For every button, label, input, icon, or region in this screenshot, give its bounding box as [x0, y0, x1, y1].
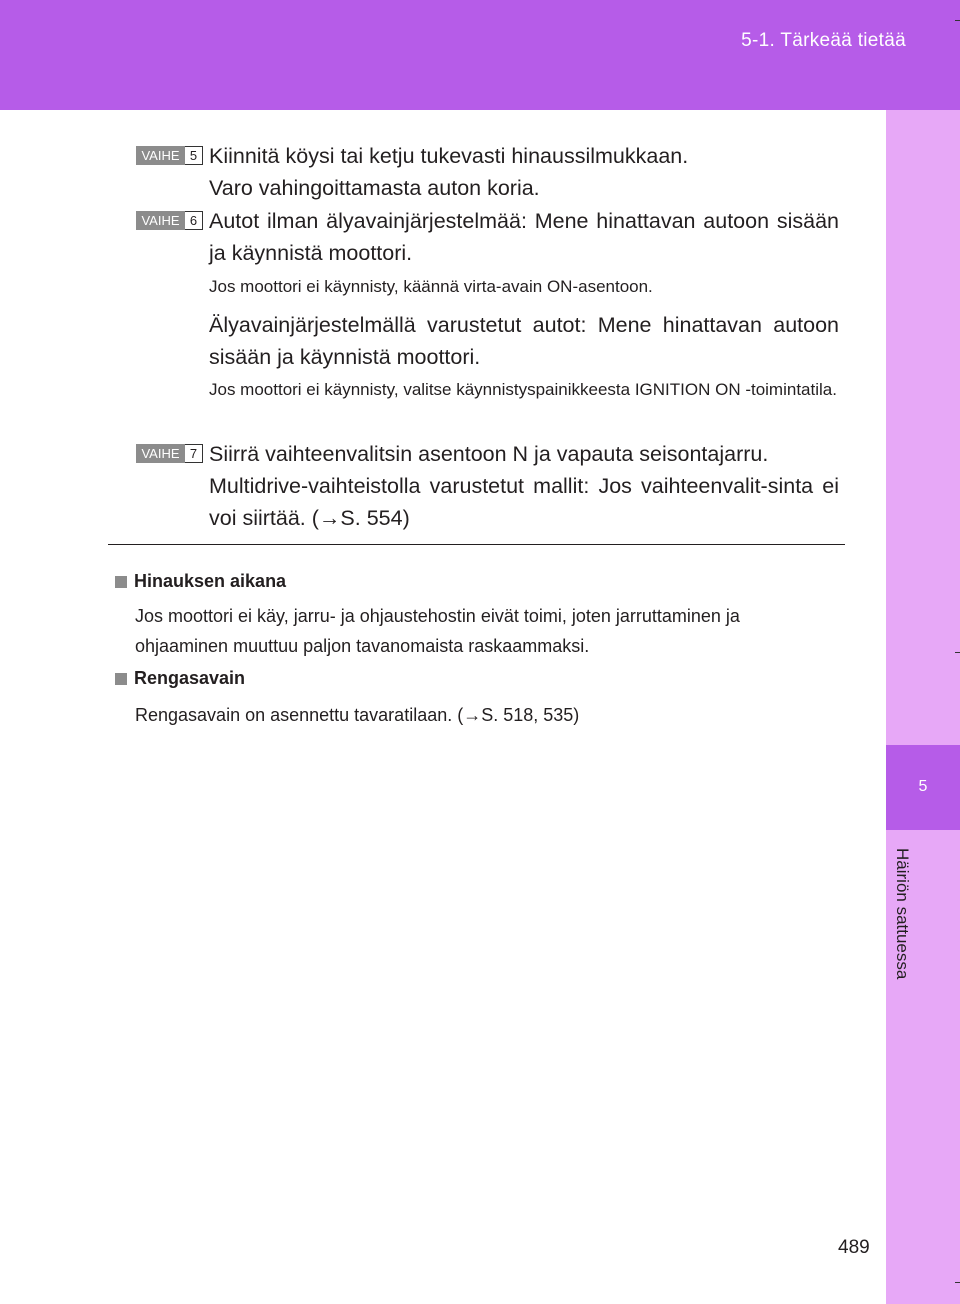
- page-number: 489: [838, 1237, 870, 1258]
- crop-mark: [955, 20, 960, 21]
- section-heading-text: Rengasavain: [134, 668, 246, 688]
- square-bullet-icon: [115, 673, 127, 685]
- step-6-alt: Älyavainjärjestelmällä varustetut autot: Mene hinattavan autoon sisään ja käynnistä moottori.: [209, 313, 839, 369]
- chapter-side-tab: [886, 110, 960, 1304]
- crop-mark: [955, 652, 960, 653]
- step-badge-6: [136, 211, 204, 230]
- step-word: VAIHE: [136, 211, 185, 230]
- step-7-line-2: Multidrive-vaihteistolla varustetut mallit: Jos vaihteenvalit-sinta ei voi siirtää. (→S. 554): [209, 474, 839, 530]
- step-word: VAIHE: [136, 146, 185, 165]
- section-body-towing: Jos moottori ei käy, jarru- ja ohjaustehostin eivät toimi, joten jarruttaminen ja ohjaaminen muuttuu paljon tavanomaista raskaammaksi.: [135, 606, 740, 656]
- step-6-main: Autot ilman älyavainjärjestelmää: Mene hinattavan autoon sisään ja käynnistä moottori.: [209, 209, 839, 265]
- crop-mark: [955, 1282, 960, 1283]
- step-number: 6: [185, 211, 203, 230]
- step-6-note-2: Jos moottori ei käynnisty, valitse käynnistyspainikkeesta IGNITION ON -toimintatila.: [209, 380, 837, 399]
- section-heading-towing: [115, 571, 286, 592]
- section-heading-wrench: [115, 668, 245, 689]
- chapter-number: 5: [918, 778, 928, 795]
- section-heading-text: Hinauksen aikana: [134, 571, 287, 591]
- step-number: 5: [185, 146, 203, 165]
- step-5-line-1: Kiinnitä köysi tai ketju tukevasti hinaussilmukkaan.: [209, 144, 689, 168]
- step-7-line-1: Siirrä vaihteenvalitsin asentoon N ja vapauta seisontajarru.: [209, 442, 769, 466]
- step-word: VAIHE: [136, 444, 185, 463]
- step-6-note-1: Jos moottori ei käynnisty, käännä virta-avain ON-asentoon.: [209, 277, 653, 296]
- chapter-label: Häiriön sattuessa: [893, 848, 912, 980]
- square-bullet-icon: [115, 576, 127, 588]
- section-title: 5-1. Tärkeää tietää: [741, 30, 906, 51]
- section-body-wrench: Rengasavain on asennettu tavaratilaan. (→S. 518, 535): [135, 705, 580, 725]
- divider: [108, 544, 845, 545]
- step-5-line-2: Varo vahingoittamasta auton koria.: [209, 176, 540, 200]
- step-number: 7: [185, 444, 203, 463]
- step-badge-5: [136, 146, 204, 165]
- header-band: [0, 0, 960, 110]
- step-badge-7: [136, 444, 204, 463]
